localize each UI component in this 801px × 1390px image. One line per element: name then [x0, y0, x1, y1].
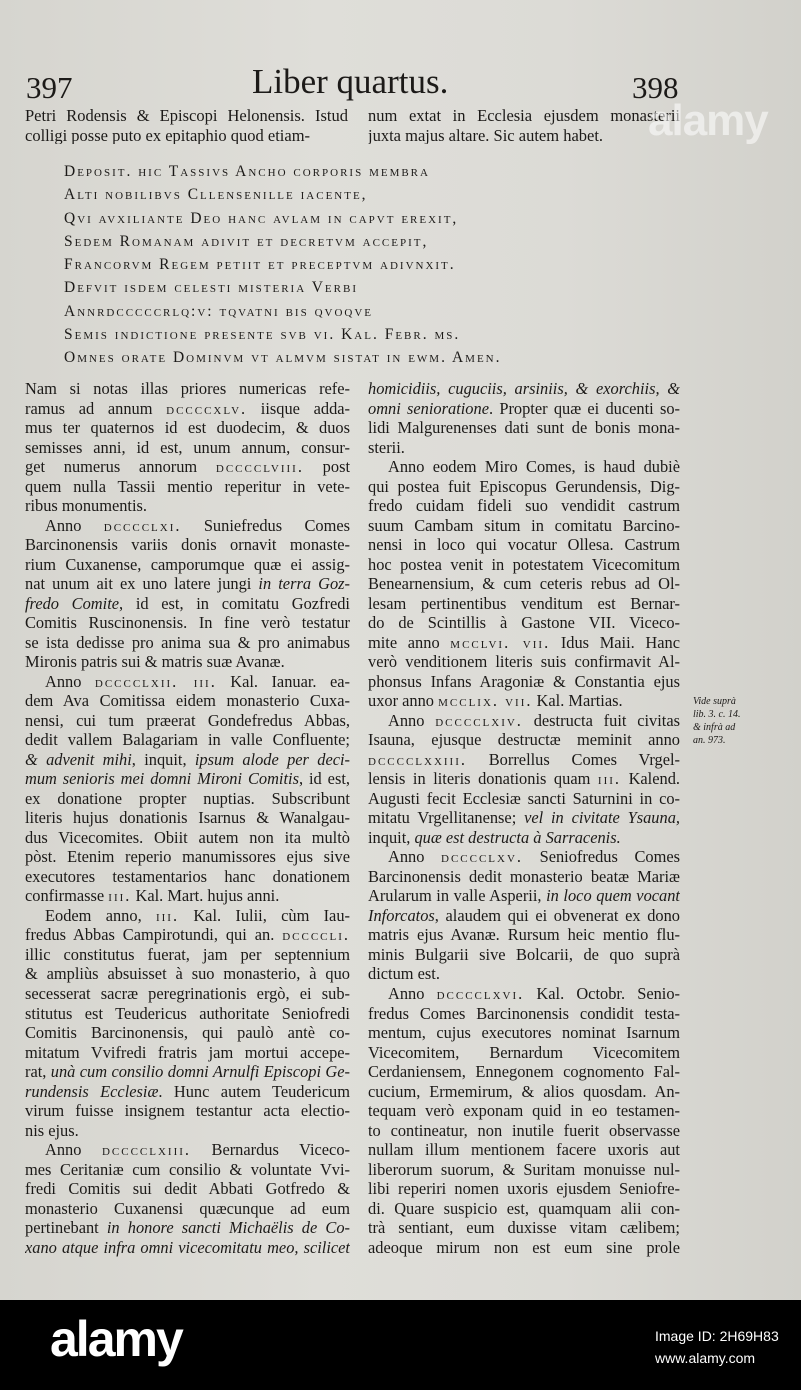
epitaph-line: Sedem Romanam adivit et decretvm accepit,: [64, 232, 429, 250]
text-line: illic constitutus fuerat, jam per septennium: [25, 944, 350, 964]
roman-numeral: dcccclxi.: [103, 515, 182, 535]
text-run: Kal. Mart. hujus anni.: [131, 886, 280, 906]
text-line: [25, 1238, 350, 1258]
text-line: [368, 886, 680, 906]
text-run: Kal. Octobr. Senio-: [524, 983, 680, 1003]
intro-right: [368, 105, 680, 144]
text-line: tequam verò exponam quid in eo testamen-: [368, 1101, 680, 1121]
intro-line: Petri Rodensis & Episcopi Helonensis. Istud: [25, 106, 348, 125]
margin-note: [693, 695, 741, 747]
text-line: fredo cuidam fideli suo vendidit castrum: [368, 496, 680, 516]
text-line: Isauna, ejusque destructæ meminit anno: [368, 730, 680, 750]
roman-numeral: dccccli.: [282, 925, 350, 945]
text-line: Benearnensium, & cum ceteris rebus ad Ol-: [368, 574, 680, 594]
text-line: Nam si notas illas priores numericas refe-: [25, 379, 350, 398]
site-url: www.alamy.com: [655, 1350, 756, 1366]
text-line: [368, 399, 680, 419]
text-run: Suniefredus Comes: [181, 515, 350, 535]
italic-text: vel in civitate Ysauna,: [524, 808, 680, 828]
intro-left: [25, 105, 348, 144]
text-run: Kal. Ianuar. ea-: [216, 671, 350, 691]
text-run: uxor anno: [368, 691, 439, 711]
text-line: virum fuisse insignem testantur acta electio-: [25, 1101, 350, 1121]
intro-line: num extat in Ecclesia ejusdem monasterii: [368, 106, 680, 125]
stock-footer: [0, 1300, 801, 1390]
text-line: adeoque mirum non est eum sine prole: [368, 1237, 680, 1257]
text-line: [25, 1218, 350, 1238]
text-line: libi reperiri nomen uxoris ejusdem Seniofre-: [368, 1179, 680, 1199]
epitaph-line: Francorvm Regem petiit et preceptvm adivnxit.: [64, 256, 456, 274]
epitaph-line: Qvi avxiliante Deo hanc avlam in capvt erexit,: [64, 209, 459, 227]
text-line: verò venditionem literis suis confirmavit Al-: [368, 652, 680, 672]
text-line: Augusti fecit Ecclesiæ sancti Saturnini in co-: [368, 788, 680, 808]
text-run: Kal. Martias.: [532, 691, 623, 711]
intro-line: juxta majus altare. Sic autem habet.: [368, 125, 604, 145]
text-line: [25, 769, 350, 789]
text-line: [368, 633, 680, 653]
roman-numeral: iii.: [155, 905, 180, 925]
epitaph-line: Alti nobilibvs Cllensenille iacente,: [64, 186, 368, 204]
italic-text: quæ est destructa à Sarracenis.: [414, 827, 621, 847]
epitaph-line: Defvit isdem celesti misteria Verbi: [64, 279, 358, 297]
italic-text: omni senioratione: [368, 398, 489, 418]
text-run: , alaudem qui ei obvenerat ex dono: [434, 905, 680, 925]
text-line: Barcinonensis dedit monasterio beatæ Mariæ: [368, 866, 680, 886]
text-line: trà sentiant, eum duxisse vitam cælibem;: [368, 1218, 680, 1238]
text-run: mitatu Vrgellitanense;: [368, 808, 525, 828]
text-run: Anno: [45, 1140, 102, 1160]
text-line: matris ejus Avanæ. Rursum heic mentio flu-: [368, 925, 680, 945]
text-line: phonsus Infans Aragoniæ & Constantia ejus: [368, 671, 680, 691]
text-run: Arularum in valle Asperii,: [368, 886, 547, 906]
text-line: mes Ceritaniæ cum consilio & voluntate Vvi-: [25, 1159, 350, 1179]
text-line: [25, 886, 350, 906]
text-line: lidi Malgurenenses dati sunt de bonis mona-: [368, 418, 680, 438]
text-run: confirmasse: [25, 886, 109, 906]
italic-text: in terra Goz-: [258, 574, 350, 594]
text-line: secesserat sacræ peregrinationis ergò, ei sub-: [25, 983, 350, 1003]
text-run: Idus Maii. Hanc: [550, 632, 680, 652]
text-line: dus Vicecomites. Obiit autem non ita multò: [25, 827, 350, 847]
page-number-left: 397: [26, 70, 73, 105]
text-line: semisses anni, id est, unum annum, consur-: [25, 437, 350, 457]
text-line: se ista dedisse pro anima sua & pro animabus: [25, 632, 350, 652]
epitaph-line: Omnes orate Dominvm vt almvm sistat in ewm. Amen.: [64, 349, 502, 367]
text-run: lensis in literis donationis quam: [368, 769, 598, 789]
text-line: dedit vallem Balagariam in valle Confluente;: [25, 730, 350, 750]
text-line: [368, 906, 680, 926]
left-column: [25, 379, 350, 1257]
alamy-logo: alamy: [50, 1311, 182, 1367]
text-line: nis ejus.: [25, 1120, 79, 1140]
italic-text: ipsum alode per deci-: [194, 749, 350, 769]
text-line: lesam pertinentibus venditum est Bernar-: [368, 593, 680, 613]
text-line: do de Scintillis à Gastone VII. Viceco-: [368, 613, 680, 633]
page-number-right: 398: [632, 70, 679, 105]
italic-text: xano atque infra omni vicecomitatu meo, scilicet: [25, 1237, 350, 1257]
text-run: destructa fuit civitas: [522, 710, 680, 730]
text-line: [25, 399, 350, 419]
text-line: Mironis patris sui & matris suæ Avanæ.: [25, 652, 285, 672]
right-column: [368, 379, 680, 1257]
text-line: to contineatur, non inutile fuerit observasse: [368, 1120, 680, 1140]
text-line: [25, 1140, 350, 1160]
text-line: pòst. Etenim reperio manumissores ejus sive: [25, 847, 350, 867]
text-line: [25, 457, 350, 477]
text-line: monasterio Cuxanensi quæcunque ad eum: [25, 1198, 350, 1218]
text-line: [25, 594, 350, 614]
roman-numeral: dcccclxiv.: [435, 710, 523, 730]
margin-note-line: lib. 3. c. 14.: [693, 709, 741, 720]
text-line: [25, 516, 350, 536]
text-run: , id est,: [298, 769, 350, 789]
image-id: Image ID: 2H69H83: [655, 1328, 779, 1344]
text-line: [368, 711, 680, 731]
text-line: cucium, Ermemirum, & alios quosdam. An-: [368, 1081, 680, 1101]
text-run: . Propter quæ ei ducenti so-: [488, 398, 680, 418]
text-line: Comitis Ruscinonensis. In fine verò testatur: [25, 613, 350, 633]
epitaph-line: Semis indictione presente svb vi. Kal. Febr. ms.: [64, 326, 461, 344]
text-run: Bernardus Viceco-: [191, 1140, 350, 1160]
text-run: mite anno: [368, 632, 451, 652]
text-run: Anno: [388, 983, 437, 1003]
text-line: [25, 1062, 350, 1082]
text-run: Eodem anno,: [45, 905, 156, 925]
italic-text: unà cum consilio domni Arnulfi Episcopi Ge-: [50, 1062, 350, 1082]
text-line: mus ter quaternos id est duodecim, & duos: [25, 418, 350, 438]
text-run: nat unum ait ex uno latere jungi: [25, 574, 259, 594]
roman-numeral: dcccclxvi.: [436, 983, 525, 1003]
roman-numeral: dcccclxiii.: [101, 1140, 191, 1160]
text-line: stitutus est Teudericus authoritate Seniofredi: [25, 1003, 350, 1023]
text-line: [368, 808, 680, 828]
text-line: [25, 1082, 350, 1102]
text-line: [25, 906, 350, 926]
text-line: qui postea fuit Episcopus Gerundensis, Dig-: [368, 476, 680, 496]
text-line: [25, 672, 350, 692]
text-run: rat,: [25, 1062, 51, 1082]
text-line: [368, 379, 680, 399]
text-line: hoc postea venit in potestatem Vicecomitum: [368, 554, 680, 574]
text-line: nullam illum mentionem facere uxoris aut: [368, 1140, 680, 1160]
text-line: fredus Comes Barcinonensis condidit testa-: [368, 1003, 680, 1023]
italic-text: fredo Comite: [25, 593, 120, 613]
roman-numeral: iii.: [597, 769, 622, 789]
roman-numeral: mcclix. vii.: [438, 691, 533, 711]
italic-text: homicidiis, cuguciis, arsiniis, & exorchiis, &: [368, 379, 680, 398]
roman-numeral: dcccclxv.: [441, 847, 523, 867]
margin-note-line: & infrà ad: [693, 722, 736, 733]
text-line: ex donatione propter nuptias. Subscribunt: [25, 788, 350, 808]
roman-numeral: mcclvi. vii.: [450, 632, 551, 652]
text-line: nensi, cui tum præerat Gondefredus Abbas,: [25, 710, 350, 730]
roman-numeral: dcccclxii. iii.: [94, 671, 217, 691]
text-line: dem Ava Comitissa eidem monasterio Cuxa-: [25, 691, 350, 711]
text-run: Kalend.: [621, 769, 680, 789]
text-run: Anno: [388, 710, 436, 730]
italic-text: rundensis Ecclesiæ: [25, 1081, 159, 1101]
roman-numeral: dcccclviii.: [215, 457, 304, 477]
text-line: quem nulla Tassii mentio reperitur in vete-: [25, 476, 350, 496]
text-run: , inquit,: [131, 749, 195, 769]
text-run: get numerus annorum: [25, 457, 216, 477]
text-line: [25, 925, 350, 945]
epitaph-line: Annrdcccccrlq:v: tqvatni bis qvoqve: [64, 302, 374, 320]
epitaph-line: Deposit. hic Tassivs Ancho corporis membra: [64, 163, 430, 180]
text-run: Seniofredus Comes: [523, 847, 680, 867]
italic-text: & advenit mihi: [25, 749, 132, 769]
text-line: [368, 828, 680, 848]
text-line: sterii.: [368, 437, 405, 457]
text-line: nensi in loco qui vocatur Ollesa. Castrum: [368, 535, 680, 555]
text-line: rium Cuxanense, camporumque quæ ei assig-: [25, 554, 350, 574]
roman-numeral: dcccclxxiii.: [368, 749, 467, 769]
text-run: ramus ad annum: [25, 398, 167, 418]
text-run: Borrellus Comes Vrgel-: [467, 749, 680, 769]
watermark-logo: alamy: [648, 96, 768, 145]
text-line: dictum est.: [368, 964, 440, 984]
text-line: mentum, cujus executores nominat Isarnum: [368, 1023, 680, 1043]
text-line: Barcinonensis variis donis ornavit monaste-: [25, 535, 350, 555]
text-line: liberorum suorum, & Suritam monuisse nul-: [368, 1159, 680, 1179]
italic-text: in honore sancti Michaëlis de Co-: [106, 1218, 350, 1238]
text-line: [368, 847, 680, 867]
text-line: Anno eodem Miro Comes, is haud dubiè: [388, 457, 680, 477]
text-run: Anno: [45, 671, 95, 691]
text-line: Vicecomitem, Bernardum Vicecomitem: [368, 1042, 680, 1062]
text-run: pertinebant: [25, 1218, 107, 1238]
text-run: . Hunc autem Teudericum: [158, 1081, 350, 1101]
text-line: executores testamentarios hanc donationem: [25, 866, 350, 886]
text-line: Cerdaniensem, Ennegonem cognomento Fal-: [368, 1062, 680, 1082]
text-line: Comitis Barcinonensis, qui paulò antè co-: [25, 1023, 350, 1043]
roman-numeral: iii.: [108, 886, 132, 906]
margin-note-line: an. 973.: [693, 735, 726, 746]
text-line: [25, 750, 350, 770]
text-run: Anno: [45, 515, 104, 535]
text-line: [368, 691, 680, 711]
italic-text: Inforcatos: [368, 905, 435, 925]
text-line: ribus monumentis.: [25, 496, 148, 516]
text-line: [368, 750, 680, 770]
text-run: Kal. Iulii, cùm Iau-: [179, 905, 350, 925]
text-run: inquit,: [368, 827, 415, 847]
running-title: Liber quartus.: [252, 62, 449, 101]
text-line: [368, 769, 680, 789]
intro-line: colligi posse puto ex epitaphio quod etiam-: [25, 125, 311, 145]
text-line: fredi Comitis sui dedit Abbati Gotfredo &: [25, 1179, 350, 1199]
text-run: post: [303, 457, 350, 477]
italic-text: in loco quem vocant: [546, 886, 680, 906]
text-run: iisque adda-: [247, 398, 350, 418]
text-line: di. Quare suspicio est, quamquam alii con-: [368, 1198, 680, 1218]
text-run: fredus Abbas Campirotundi, qui an.: [25, 925, 283, 945]
italic-text: mum senioris mei domni Mironi Comitis: [25, 769, 299, 789]
text-line: mitatum Vvifredi fratris jam mortui accepe-: [25, 1042, 350, 1062]
text-run: Anno: [388, 847, 441, 867]
margin-note-line: Vide suprà: [693, 696, 736, 707]
text-line: [368, 984, 680, 1004]
text-line: literis hujus donationis Isarnus & Wanalgau-: [25, 808, 350, 828]
epitaph: [64, 160, 501, 370]
roman-numeral: dccccxlv.: [166, 398, 248, 418]
text-line: suum Cambam situm in comitatu Barcino-: [368, 515, 680, 535]
text-line: & ampliùs absuisset à suo monasterio, à quo: [25, 964, 350, 984]
text-line: [25, 574, 350, 594]
text-run: , id est, in comitatu Gozfredi: [119, 593, 350, 613]
text-line: minis Bulgarii sive Bolcarii, de quo suprà: [368, 944, 680, 964]
